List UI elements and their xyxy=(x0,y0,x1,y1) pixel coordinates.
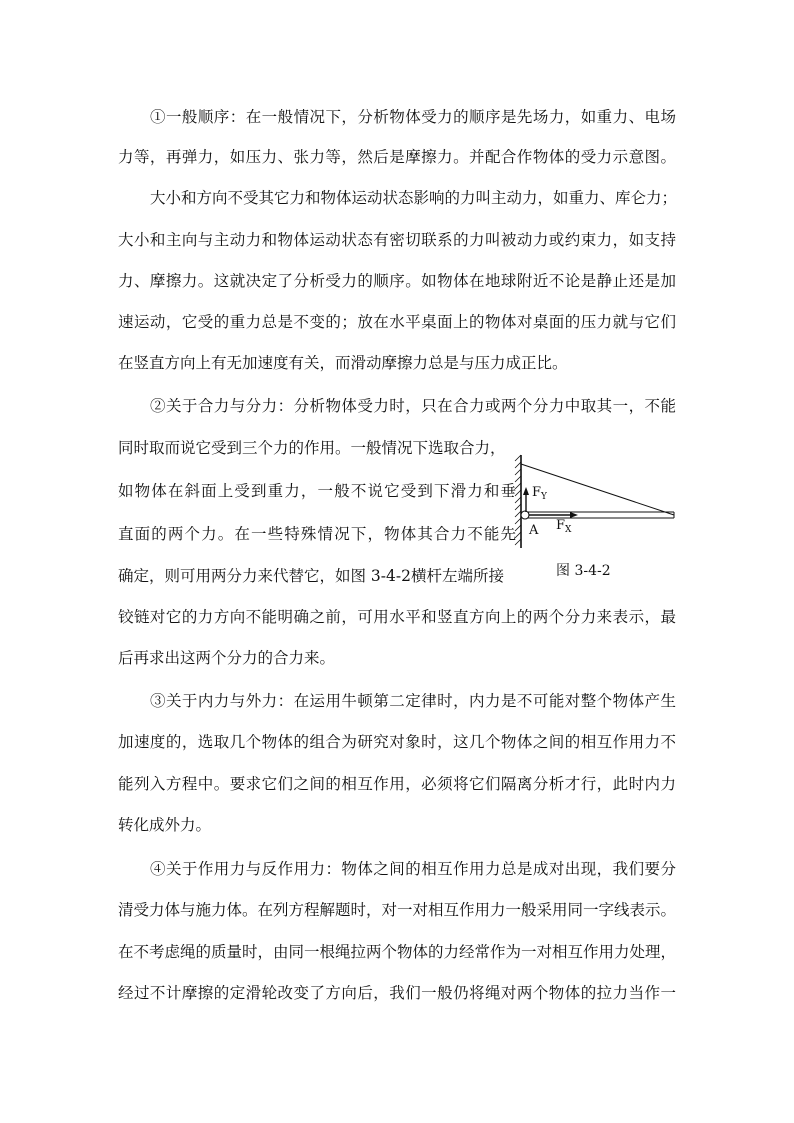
text-line: 大小和主向与主动力和物体运动状态有密切联系的力叫被动力或约束力，如支持 xyxy=(118,231,676,249)
text-line: 加速度的，选取几个物体的组合为研究对象时，这几个物体之间的相互作用力不 xyxy=(118,733,676,751)
fx-arrow-head xyxy=(570,512,578,518)
figure-caption: 图 3-4-2 xyxy=(556,563,611,579)
text-line: 力等，再弹力，如压力、张力等，然后是摩擦力。并配合作物体的受力示意图。 xyxy=(118,148,676,166)
text-line: ①一般顺序：在一般情况下，分析物体受力的顺序是先场力，如重力、电场 xyxy=(150,108,676,126)
text-line: 经过不计摩擦的定滑轮改变了方向后，我们一般仍将绳对两个物体的拉力当作一 xyxy=(118,984,676,1002)
text-line: 同时取而说它受到三个力的作用。一般情况下选取合力， xyxy=(118,439,506,457)
wall-hatching xyxy=(515,455,521,545)
text-line: 在竖直方向上有无加速度有关，而滑动摩擦力总是与压力成正比。 xyxy=(118,354,568,372)
text-line: 大小和方向不受其它力和物体运动状态影响的力叫主动力，如重力、库仑力； xyxy=(150,189,678,207)
text-line: 力、摩擦力。这就决定了分析受力的顺序。如物体在地球附近不论是静止还是加 xyxy=(118,272,676,290)
text-line: 转化成外力。 xyxy=(118,816,212,834)
fx-label: $F_X$ xyxy=(556,518,572,535)
figure-diagram xyxy=(512,450,682,560)
text-line: ④关于作用力与反作用力：物体之间的相互作用力总是成对出现，我们要分 xyxy=(150,860,676,878)
text-line: ②关于合力与分力：分析物体受力时，只在合力或两个分力中取其一，不能 xyxy=(150,397,676,415)
fy-arrow-head xyxy=(523,487,529,495)
text-line: ③关于内力与外力：在运用牛顿第二定律时，内力是不可能对整个物体产生 xyxy=(150,692,676,710)
text-line: 直面的两个力。在一些特殊情况下，物体其合力不能先 xyxy=(118,525,516,543)
text-line: 能列入方程中。要求它们之间的相互作用，必须将它们隔离分析才行，此时内力 xyxy=(118,775,676,793)
hinge-circle xyxy=(521,511,529,519)
text-line: 在不考虑绳的质量时，由同一根绳拉两个物体的力经常作为一对相互作用力处理， xyxy=(118,943,677,961)
point-a-label: A xyxy=(529,523,539,538)
fy-label: $F_Y$ xyxy=(532,485,547,502)
text-line: 后再求出这两个分力的合力来。 xyxy=(118,649,336,667)
text-line: 清受力体与施力体。在列方程解题时，对一对相互作用力一般采用同一字线表示。 xyxy=(118,901,677,919)
text-line: 铰链对它的力方向不能明确之前，可用水平和竖直方向上的两个分力来表示，最 xyxy=(118,608,676,626)
text-line: 确定，则可用两分力来代替它，如图 3-4-2横杆左端所接 xyxy=(118,567,504,585)
text-line: 如物体在斜面上受到重力，一般不说它受到下滑力和垂 xyxy=(118,482,516,500)
text-line: 速运动，它受的重力总是不变的；放在水平桌面上的物体对桌面的压力就与它们 xyxy=(118,313,676,331)
